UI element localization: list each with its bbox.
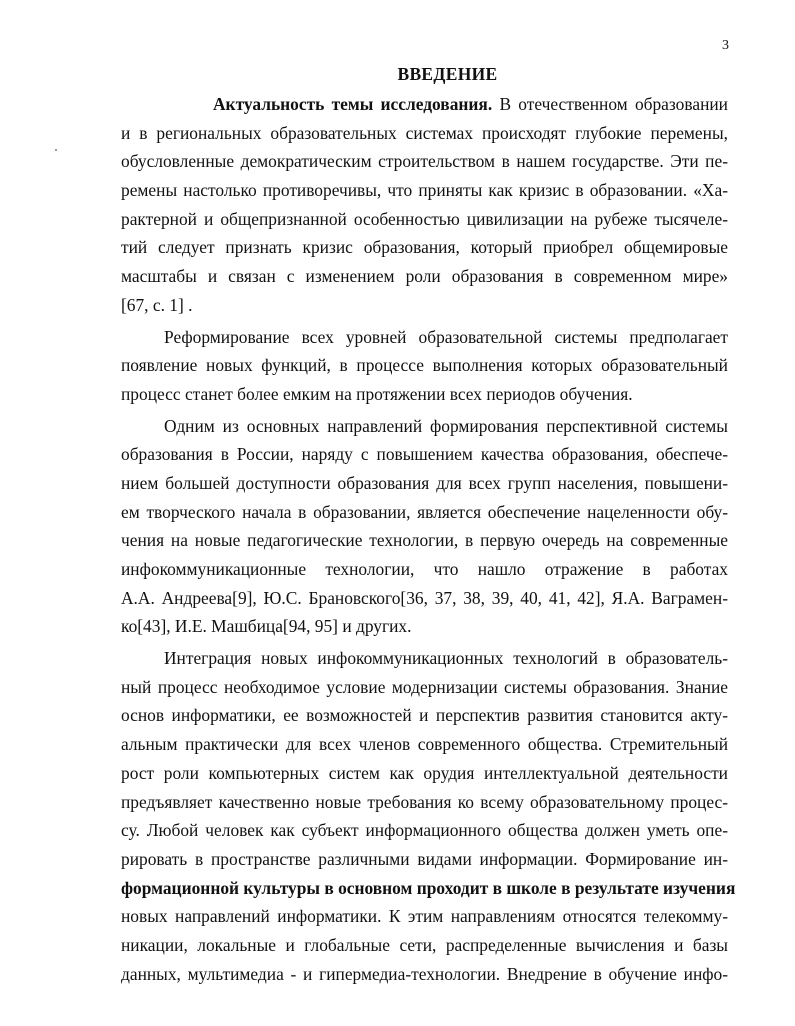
text-line: и в региональных образовательных системах происходят глубокие перемены, <box>121 122 728 143</box>
page-number: 3 <box>722 38 729 53</box>
text-line: образования в России, наряду с повышением качества образования, обеспече- <box>121 444 728 465</box>
text-line: масштабы и связан с изменением роли образования в современном мире» <box>121 266 728 287</box>
text-line: Интеграция новых инфокоммуникационных технологий в образователь- <box>164 648 728 669</box>
paragraph-directions <box>121 412 728 642</box>
text-line: нием большей доступности образования для всех групп населения, повышени- <box>121 472 728 493</box>
text-line: никации, локальные и глобальные сети, распределенные вычисления и базы <box>121 934 728 955</box>
text-line: рировать в пространстве различными видами информации. Формирование ин- <box>121 848 728 869</box>
paragraph-relevance <box>121 90 728 320</box>
section-heading: ВВЕДЕНИЕ <box>397 64 498 84</box>
text-line: новых направлений информатики. К этим направлениям относятся телекомму- <box>121 906 728 927</box>
body-text <box>121 90 736 988</box>
text-line: Одним из основных направлений формирования перспективной системы <box>164 415 728 436</box>
paragraph-integration <box>121 644 736 988</box>
text-line: А.А. Андреева[9], Ю.С. Брановского[36, 37, 38, 39, 40, 41, 42], Я.А. Ваграмен- <box>121 587 728 608</box>
text-line: альным практически для всех членов современного общества. Стремительный <box>121 734 728 755</box>
paragraph-lead: Актуальность темы исследования. <box>213 94 493 114</box>
text-line: ный процесс необходимое условие модернизации системы образования. Знание <box>121 676 728 697</box>
text-line: чения на новые педагогические технологии, в первую очередь на современные <box>121 530 728 551</box>
text-line: предъявляет качественно новые требования ко всему образовательному процес- <box>121 791 728 812</box>
paragraph-reform <box>121 323 728 409</box>
text-line: ем творческого начала в образовании, является обеспечение нацеленности обу- <box>121 501 728 522</box>
text-line: ко[43], И.Е. Машбица[94, 95] и других. <box>121 616 412 637</box>
text-line: формационной культуры в основном проходит в школе в результате изучения <box>121 877 736 898</box>
text-line: тий следует признать кризис образования, который приобрел общемировые <box>121 237 728 258</box>
text-line: Реформирование всех уровней образовательной системы предполагает <box>164 326 728 347</box>
text-line: процесс станет более емким на протяжении всех периодов обучения. <box>121 383 633 404</box>
text-line: обусловленные демократическим строительством в нашем государстве. Эти пе- <box>121 151 728 172</box>
text-line: появление новых функций, в процессе выполнения которых образовательный <box>121 355 728 376</box>
text-line <box>121 90 728 119</box>
text-line: данных, мультимедиа - и гипермедиа-технологии. Внедрение в обучение инфо- <box>121 963 728 984</box>
text-line: рост роли компьютерных систем как орудия интеллектуальной деятельности <box>121 762 728 783</box>
text-line: основ информатики, ее возможностей и перспектив развития становится акту- <box>121 705 728 726</box>
text-line: рактерной и общепризнанной особенностью цивилизации на рубеже тысячеле- <box>121 208 728 229</box>
text-line: инфокоммуникационные технологии, что нашло отражение в работах <box>121 559 728 579</box>
text-span: В отечественном образовании <box>492 94 728 114</box>
text-line: су. Любой человек как субъект информационного общества должен уметь опе- <box>121 820 728 841</box>
scan-speck <box>55 149 57 151</box>
text-line: [67, с. 1] . <box>121 294 193 315</box>
text-line: ремены настолько противоречивы, что приняты как кризис в образовании. «Ха- <box>121 180 728 201</box>
